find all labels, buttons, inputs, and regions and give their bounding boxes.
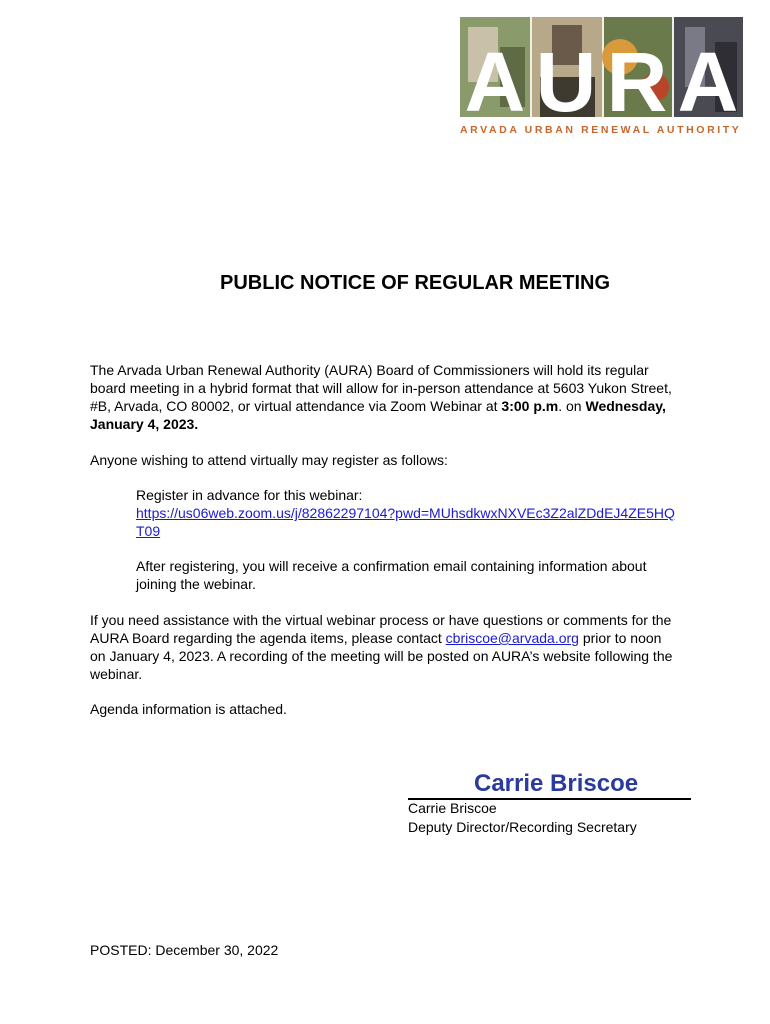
page-title: PUBLIC NOTICE OF REGULAR MEETING (220, 272, 610, 294)
meeting-paragraph (90, 361, 680, 433)
logo-tagline: ARVADA URBAN RENEWAL AUTHORITY (460, 124, 742, 136)
signature-block (408, 799, 637, 837)
signature: Carrie Briscoe (474, 770, 639, 797)
logo-wordmark (460, 35, 743, 129)
assistance-paragraph (90, 611, 680, 683)
register-intro: Anyone wishing to attend virtually may register as follows: (90, 452, 448, 468)
signer-role: Deputy Director/Recording Secretary (408, 819, 637, 835)
assistance-text: If you need assistance with the virtual webinar process or have questions or comments for the AURA Board regarding the agenda items, please contact (90, 612, 672, 646)
register-label: Register in advance for this webinar: (136, 487, 363, 503)
meeting-on: . on (558, 398, 586, 414)
logo-letter: A (464, 35, 526, 129)
after-register-text: After registering, you will receive a confirmation email containing information about joining the webinar. (136, 558, 647, 592)
contact-email-link[interactable]: cbriscoe@arvada.org (445, 630, 579, 646)
meeting-time: 3:00 p.m (501, 398, 559, 414)
meeting-text: The Arvada Urban Renewal Authority (AURA) Board of Commissioners will hold its regular board meeting in a hybrid format that will allow for in-person attendance at 5603 Yukon Street, #B, Arvada, CO 80002, or virtual attendance via Zoom Webinar at (90, 362, 672, 414)
posted-date: POSTED: December 30, 2022 (90, 942, 279, 958)
assistance-text-end: prior to noon on January 4, 2023. A recording of the meeting will be posted on AURA’s website following the webinar. (90, 630, 673, 682)
logo-letter: R (606, 35, 668, 129)
agenda-note: Agenda information is attached. (90, 701, 287, 717)
aura-logo (460, 17, 743, 137)
signer-name: Carrie Briscoe (408, 800, 497, 816)
logo-letter: A (677, 35, 739, 129)
meeting-date: Wednesday, January 4, 2023. (90, 398, 666, 432)
register-link[interactable]: https://us06web.zoom.us/j/82862297104?pwd=MUhsdkwxNXVEc3Z2alZDdEJ4ZE5HQT09 (136, 505, 675, 539)
logo-letter: U (535, 35, 597, 129)
